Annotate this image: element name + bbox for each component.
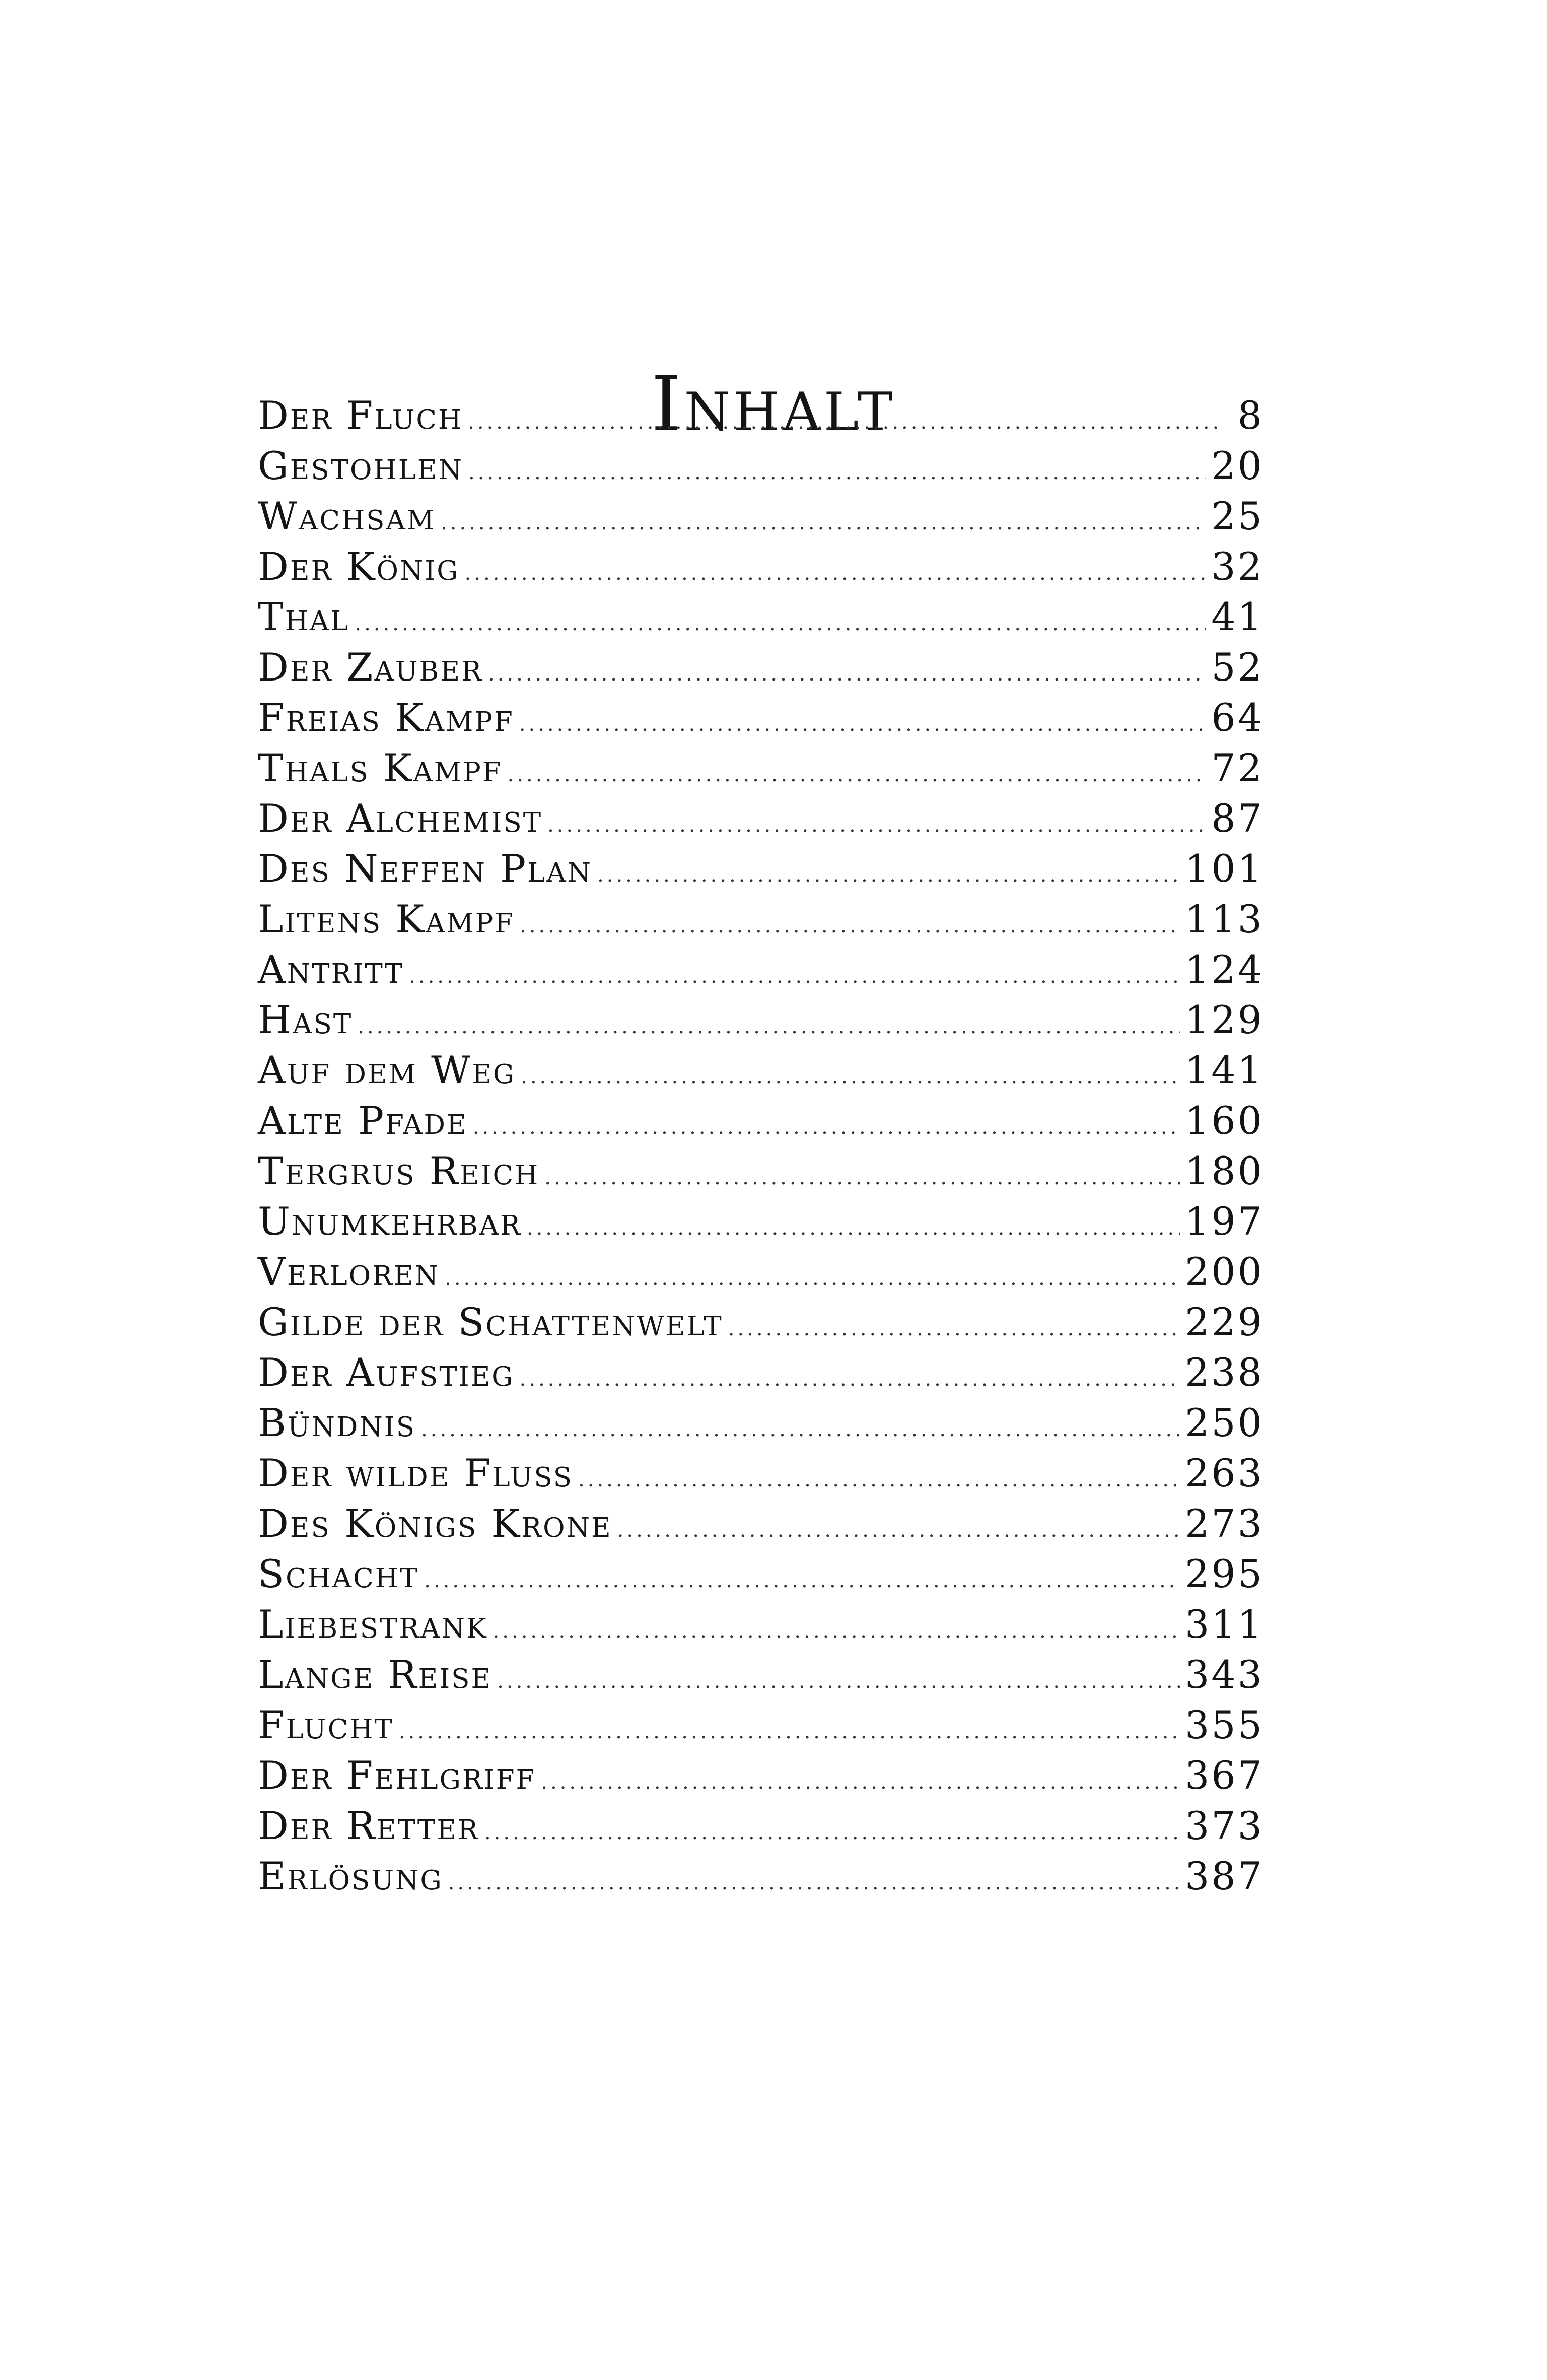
toc-dot-leader bbox=[484, 1807, 1180, 1858]
toc-dot-leader bbox=[728, 1304, 1180, 1354]
toc-entry-title: Der König bbox=[258, 544, 460, 589]
toc-entry-page-number: 373 bbox=[1184, 1803, 1264, 1848]
toc-entry-page-number: 41 bbox=[1211, 594, 1264, 639]
toc-dot-leader bbox=[547, 800, 1206, 850]
toc-entry-title: Der Fehlgriff bbox=[258, 1753, 536, 1798]
toc-entry bbox=[258, 1549, 1264, 1599]
toc-dot-leader bbox=[468, 397, 1219, 447]
toc-entry-title: Tergrus Reich bbox=[258, 1148, 540, 1193]
toc-entry bbox=[258, 1398, 1264, 1448]
toc-entry bbox=[258, 1146, 1264, 1196]
toc-dot-leader bbox=[578, 1455, 1180, 1505]
toc-entry-title: Flucht bbox=[258, 1703, 394, 1747]
toc-entry-page-number: 8 bbox=[1237, 393, 1264, 438]
toc-entry-page-number: 238 bbox=[1184, 1350, 1264, 1395]
toc-entry bbox=[258, 1599, 1264, 1650]
toc-entry bbox=[258, 1448, 1264, 1499]
toc-entry-title: Der Aufstieg bbox=[258, 1350, 515, 1395]
toc-dot-leader bbox=[508, 750, 1207, 800]
toc-entry-page-number: 113 bbox=[1184, 897, 1264, 941]
toc-entry bbox=[258, 1045, 1264, 1096]
toc-entry-page-number: 355 bbox=[1184, 1703, 1264, 1747]
toc-entry-title: Thals Kampf bbox=[258, 745, 503, 790]
toc-dot-leader bbox=[445, 1253, 1180, 1304]
toc-entry-page-number: 72 bbox=[1211, 745, 1264, 790]
toc-entry bbox=[258, 1650, 1264, 1700]
toc-entry-page-number: 295 bbox=[1184, 1551, 1264, 1596]
toc-entry-title: Gestohlen bbox=[258, 443, 463, 488]
toc-entry-title: Hast bbox=[258, 997, 353, 1042]
toc-entry-page-number: 124 bbox=[1184, 947, 1264, 992]
toc-entry-page-number: 180 bbox=[1184, 1148, 1264, 1193]
toc-entry bbox=[258, 1499, 1264, 1549]
toc-entry bbox=[258, 491, 1264, 541]
toc-dot-leader bbox=[358, 1001, 1180, 1052]
table-of-contents bbox=[258, 390, 1264, 1901]
toc-entry-title: Freias Kampf bbox=[258, 695, 514, 740]
toc-entry-title: Gilde der Schattenwelt bbox=[258, 1300, 723, 1344]
toc-entry-page-number: 197 bbox=[1184, 1199, 1264, 1244]
toc-dot-leader bbox=[617, 1505, 1180, 1555]
toc-dot-leader bbox=[409, 951, 1180, 1001]
toc-entry-page-number: 20 bbox=[1211, 443, 1264, 488]
toc-dot-leader bbox=[520, 1354, 1180, 1404]
toc-entry-title: Wachsam bbox=[258, 494, 436, 538]
toc-entry-title: Des Königs Krone bbox=[258, 1501, 612, 1546]
toc-entry-page-number: 263 bbox=[1184, 1451, 1264, 1495]
toc-entry-title: Bündnis bbox=[258, 1400, 416, 1445]
toc-entry bbox=[258, 1801, 1264, 1851]
toc-entry-page-number: 52 bbox=[1211, 645, 1264, 690]
toc-entry bbox=[258, 642, 1264, 693]
toc-dot-leader bbox=[448, 1858, 1180, 1908]
toc-entry-title: Alte Pfade bbox=[258, 1098, 468, 1143]
toc-entry bbox=[258, 944, 1264, 995]
toc-entry-title: Erlösung bbox=[258, 1854, 443, 1898]
toc-entry bbox=[258, 1247, 1264, 1297]
toc-dot-leader bbox=[424, 1555, 1180, 1606]
toc-dot-leader bbox=[441, 498, 1206, 548]
toc-entry-page-number: 250 bbox=[1184, 1400, 1264, 1445]
toc-entry bbox=[258, 1851, 1264, 1901]
toc-entry bbox=[258, 1700, 1264, 1750]
toc-entry bbox=[258, 1347, 1264, 1398]
toc-entry-page-number: 311 bbox=[1184, 1602, 1264, 1647]
toc-entry-page-number: 229 bbox=[1184, 1300, 1264, 1344]
toc-dot-leader bbox=[488, 649, 1206, 699]
toc-entry bbox=[258, 541, 1264, 592]
toc-dot-leader bbox=[544, 1152, 1180, 1203]
toc-dot-leader bbox=[520, 901, 1180, 951]
toc-entry-page-number: 367 bbox=[1184, 1753, 1264, 1798]
toc-entry bbox=[258, 693, 1264, 743]
toc-dot-leader bbox=[355, 598, 1206, 649]
toc-dot-leader bbox=[493, 1606, 1180, 1656]
toc-entry-title: Auf dem Weg bbox=[258, 1048, 516, 1093]
toc-entry-title: Thal bbox=[258, 594, 350, 639]
toc-entry-page-number: 25 bbox=[1211, 494, 1264, 538]
toc-dot-leader bbox=[473, 1102, 1180, 1152]
toc-entry bbox=[258, 894, 1264, 944]
toc-entry-title: Des Neffen Plan bbox=[258, 846, 593, 891]
toc-dot-leader bbox=[465, 548, 1207, 598]
toc-dot-leader bbox=[597, 850, 1180, 901]
toc-entry bbox=[258, 1096, 1264, 1146]
toc-entry bbox=[258, 844, 1264, 894]
toc-entry-title: Verloren bbox=[258, 1249, 440, 1294]
toc-entry-title: Der wilde Fluss bbox=[258, 1451, 574, 1495]
toc-dot-leader bbox=[541, 1757, 1180, 1807]
toc-dot-leader bbox=[497, 1656, 1180, 1707]
toc-entry-title: Der Alchemist bbox=[258, 796, 543, 841]
toc-entry-title: Lange Reise bbox=[258, 1652, 493, 1697]
toc-entry-title: Litens Kampf bbox=[258, 897, 515, 941]
toc-entry bbox=[258, 1297, 1264, 1347]
toc-dot-leader bbox=[521, 1052, 1180, 1102]
toc-entry-title: Unumkehrbar bbox=[258, 1199, 522, 1244]
toc-entry bbox=[258, 743, 1264, 793]
toc-entry bbox=[258, 1750, 1264, 1801]
toc-entry-page-number: 160 bbox=[1184, 1098, 1264, 1143]
toc-entry-page-number: 101 bbox=[1184, 846, 1264, 891]
toc-dot-leader bbox=[421, 1404, 1180, 1455]
toc-entry-page-number: 200 bbox=[1184, 1249, 1264, 1294]
toc-entry-title: Schacht bbox=[258, 1551, 419, 1596]
toc-entry-page-number: 141 bbox=[1184, 1048, 1264, 1093]
toc-entry bbox=[258, 390, 1264, 441]
toc-entry-page-number: 32 bbox=[1211, 544, 1264, 589]
toc-entry-title: Der Zauber bbox=[258, 645, 483, 690]
toc-entry-title: Antritt bbox=[258, 947, 404, 992]
toc-dot-leader bbox=[527, 1203, 1180, 1253]
toc-entry-page-number: 273 bbox=[1184, 1501, 1264, 1546]
toc-dot-leader bbox=[399, 1707, 1180, 1757]
toc-entry-title: Der Retter bbox=[258, 1803, 479, 1848]
toc-entry bbox=[258, 793, 1264, 844]
toc-entry-title: Der Fluch bbox=[258, 393, 463, 438]
toc-entry-page-number: 87 bbox=[1211, 796, 1264, 841]
page-title: Inhalt bbox=[651, 360, 896, 448]
toc-entry bbox=[258, 1196, 1264, 1247]
toc-entry-page-number: 64 bbox=[1211, 695, 1264, 740]
toc-entry-page-number: 343 bbox=[1184, 1652, 1264, 1697]
toc-entry-title: Liebestrank bbox=[258, 1602, 488, 1647]
toc-entry bbox=[258, 995, 1264, 1045]
toc-dot-leader bbox=[519, 699, 1207, 750]
toc-dot-leader bbox=[468, 447, 1206, 498]
toc-entry bbox=[258, 441, 1264, 491]
toc-entry-page-number: 387 bbox=[1184, 1854, 1264, 1898]
toc-entry-page-number: 129 bbox=[1184, 997, 1264, 1042]
toc-entry bbox=[258, 592, 1264, 642]
